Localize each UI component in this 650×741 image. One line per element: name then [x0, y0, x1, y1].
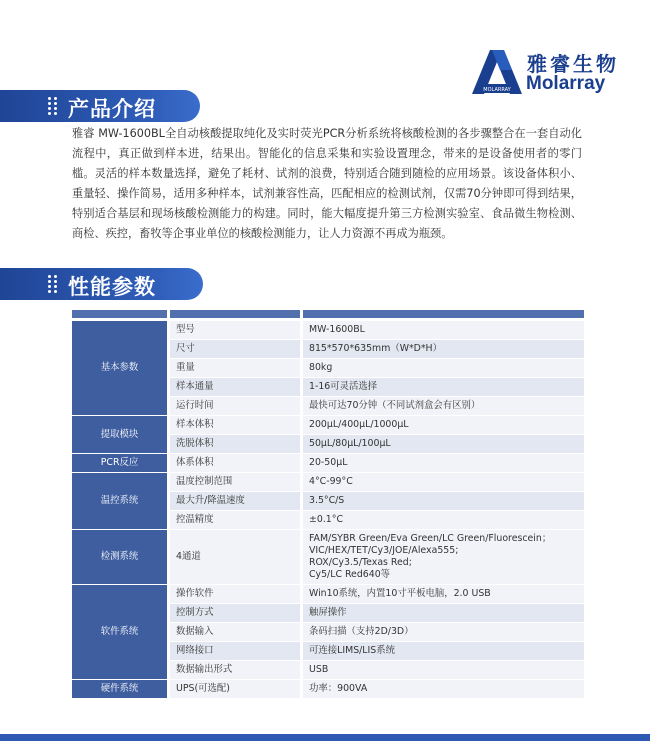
spec-item: 洗脱体积	[170, 435, 303, 453]
spec-category: 软件系统	[72, 585, 170, 679]
spec-value-line: ROX/Cy3.5/Texas Red;	[309, 557, 412, 568]
spec-value: USB	[303, 661, 584, 679]
spec-value: 50µL/80µL/100µL	[303, 435, 584, 453]
spec-value: 200µL/400µL/1000µL	[303, 416, 584, 434]
spec-item: 尺寸	[170, 340, 303, 358]
spec-item: 运行时间	[170, 397, 303, 415]
spec-value-line: VIC/HEX/TET/Cy3/JOE/Alexa555;	[309, 545, 459, 556]
spec-item: 型号	[170, 321, 303, 339]
spec-value: 可连接LIMS/LIS系统	[303, 642, 584, 660]
table-row	[72, 473, 584, 491]
spec-value-line: Cy5/LC Red640等	[309, 569, 391, 580]
table-row	[72, 321, 584, 339]
dots-icon	[48, 275, 58, 293]
spec-item: 控制方式	[170, 604, 303, 622]
spec-category: 硬件系统	[72, 680, 170, 698]
spec-value: 条码扫描（支持2D/3D）	[303, 623, 584, 641]
spec-value: 3.5°C/S	[303, 492, 584, 510]
spec-value	[303, 530, 584, 584]
section-header-specs	[0, 268, 203, 300]
spec-value: 815*570*635mm（W*D*H）	[303, 340, 584, 358]
spec-item: 操作软件	[170, 585, 303, 603]
spec-item: 样本通量	[170, 378, 303, 396]
table-row	[72, 585, 584, 603]
spec-item: 控温精度	[170, 511, 303, 529]
spec-item: 体系体积	[170, 454, 303, 472]
brand-logo	[470, 44, 620, 102]
spec-value: 触屏操作	[303, 604, 584, 622]
brand-name-cn: 雅睿生物	[527, 52, 619, 76]
logo-mark-text: MOLARRAY	[483, 87, 511, 93]
spec-item: 数据输出形式	[170, 661, 303, 679]
spec-item: 温度控制范围	[170, 473, 303, 491]
spec-item: 4通道	[170, 530, 303, 584]
section-header-intro	[0, 90, 200, 122]
spec-category: 基本参数	[72, 321, 170, 415]
table-row	[72, 530, 584, 584]
intro-paragraph: 雅睿 MW-1600BL全自动核酸提取纯化及实时荧光PCR分析系统将核酸检测的各步骤整合在一套自动化流程中，真正做到样本进，结果出。智能化的信息采集和实验设置理念，带来的是设备使用者的零门槛。灵活的样本数量选择，避免了耗材、试剂的浪费，特别适合随到随检的应用场景。该设备体积小、重量轻、操作简易，适用多种样本，试剂兼容性高，匹配相应的检测试剂，仅需70分钟即可得到结果，特别适合基层和现场核酸检测能力的构建。同时，能大幅度提升第三方检测实验室、食品微生物检测、商检、疾控，畜牧等企事业单位的核酸检测能力，让人力资源不再成为瓶颈。	[72, 127, 582, 240]
dots-icon	[48, 97, 58, 115]
spec-item: 重量	[170, 359, 303, 377]
spec-category: PCR反应	[72, 454, 170, 472]
spec-category: 温控系统	[72, 473, 170, 529]
spec-table-header-bar	[72, 310, 584, 318]
spec-item: 样本体积	[170, 416, 303, 434]
spec-value-line: FAM/SYBR Green/Eva Green/LC Green/Fluorescein；	[309, 533, 552, 544]
spec-value: MW-1600BL	[303, 321, 584, 339]
spec-value: 4°C-99°C	[303, 473, 584, 491]
section-title-intro: 产品介绍	[68, 97, 156, 121]
section-title-specs: 性能参数	[68, 275, 156, 299]
spec-item: UPS(可选配)	[170, 680, 303, 698]
spec-item: 网络接口	[170, 642, 303, 660]
spec-value: Win10系统，内置10寸平板电脑，2.0 USB	[303, 585, 584, 603]
table-row	[72, 454, 584, 472]
spec-category: 提取模块	[72, 416, 170, 453]
spec-value: 20-50µL	[303, 454, 584, 472]
spec-table	[72, 320, 584, 699]
spec-value: 最快可达70分钟（不同试剂盒会有区别）	[303, 397, 584, 415]
spec-category: 检测系统	[72, 530, 170, 584]
footer-bar	[0, 734, 650, 741]
spec-value: 功率：900VA	[303, 680, 584, 698]
spec-item: 最大升/降温速度	[170, 492, 303, 510]
spec-value: ±0.1°C	[303, 511, 584, 529]
table-row	[72, 680, 584, 698]
molarray-a-logo-icon	[470, 48, 524, 98]
table-row	[72, 416, 584, 434]
spec-value: 1-16可灵活选择	[303, 378, 584, 396]
spec-item: 数据输入	[170, 623, 303, 641]
brand-name-en: Molarray	[526, 73, 606, 94]
spec-value: 80kg	[303, 359, 584, 377]
